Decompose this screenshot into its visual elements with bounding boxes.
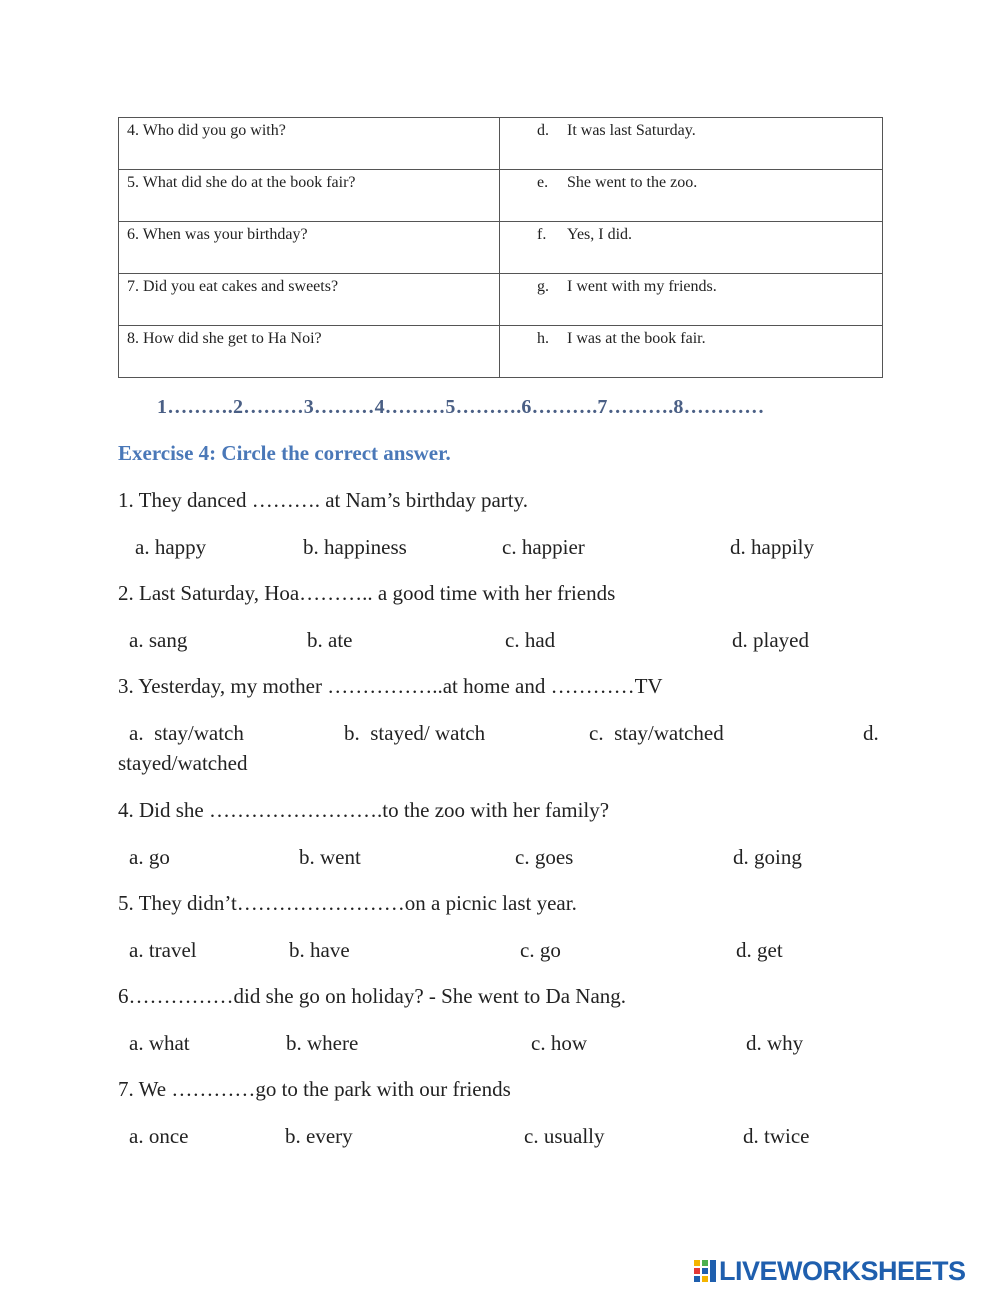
option-2b[interactable]: b. ate <box>307 628 353 652</box>
question-5: 5. They didn’t……………………on a picnic last year. <box>118 891 577 915</box>
option-6b[interactable]: b. where <box>286 1031 359 1055</box>
question-7: 7. We …………go to the park with our friends <box>118 1077 511 1101</box>
question-4: 4. Did she …………………….to the zoo with her family? <box>118 798 610 822</box>
option-4c[interactable]: c. goes <box>515 845 574 869</box>
answer-text: Yes, I did. <box>567 226 633 243</box>
option-5a[interactable]: a. travel <box>129 938 197 962</box>
matching-table <box>118 117 883 378</box>
option-1a[interactable]: a. happy <box>135 535 207 559</box>
question-3: 3. Yesterday, my mother ……………..at home and …………TV <box>118 674 663 698</box>
table-row <box>119 118 883 170</box>
answer-text: I went with my friends. <box>567 278 717 295</box>
option-1d[interactable]: d. happily <box>730 535 814 559</box>
table-row <box>119 274 883 326</box>
option-3c[interactable]: c. stay/watched <box>589 721 724 745</box>
question-cell: 4. Who did you go with? <box>119 118 500 170</box>
table-row <box>119 170 883 222</box>
option-6d[interactable]: d. why <box>746 1031 804 1055</box>
answer-cell <box>500 222 883 274</box>
question-6: 6……………did she go on holiday? - She went to Da Nang. <box>118 984 627 1008</box>
logo-text: LIVEWORKSHEETS <box>719 1255 966 1286</box>
answer-cell <box>500 326 883 378</box>
option-2d[interactable]: d. played <box>732 628 809 652</box>
option-7d[interactable]: d. twice <box>743 1124 810 1148</box>
liveworksheets-logo <box>693 1257 966 1285</box>
table-row <box>119 326 883 378</box>
option-2c[interactable]: c. had <box>505 628 556 652</box>
question-1: 1. They danced ………. at Nam’s birthday party. <box>118 488 528 512</box>
option-4d[interactable]: d. going <box>733 845 802 869</box>
option-3a[interactable]: a. stay/watch <box>129 721 244 745</box>
question-2: 2. Last Saturday, Hoa……….. a good time with her friends <box>118 581 616 605</box>
answer-letter: d. <box>537 122 549 139</box>
option-5b[interactable]: b. have <box>289 938 350 962</box>
option-4a[interactable]: a. go <box>129 845 170 869</box>
option-3b[interactable]: b. stayed/ watch <box>344 721 486 745</box>
answer-letter: g. <box>537 278 549 295</box>
answer-cell <box>500 170 883 222</box>
question-cell: 5. What did she do at the book fair? <box>119 170 500 222</box>
option-7b[interactable]: b. every <box>285 1124 353 1148</box>
answer-text: She went to the zoo. <box>567 174 698 191</box>
option-6c[interactable]: c. how <box>531 1031 587 1055</box>
answer-letter: f. <box>537 226 547 243</box>
answer-text: I was at the book fair. <box>567 330 706 347</box>
option-7a[interactable]: a. once <box>129 1124 189 1148</box>
matching-answer-blanks[interactable]: 1……….2………3………4………5……….6……….7……….8………… <box>157 396 765 418</box>
answer-cell <box>500 118 883 170</box>
option-3d-text[interactable]: stayed/watched <box>118 751 248 775</box>
question-cell: 8. How did she get to Ha Noi? <box>119 326 500 378</box>
answer-letter: e. <box>537 174 549 191</box>
answer-text: It was last Saturday. <box>567 122 696 139</box>
answer-cell <box>500 274 883 326</box>
option-1b[interactable]: b. happiness <box>303 535 407 559</box>
option-3d-letter[interactable]: d. <box>863 721 879 745</box>
option-7c[interactable]: c. usually <box>524 1124 605 1148</box>
question-cell: 7. Did you eat cakes and sweets? <box>119 274 500 326</box>
exercise-4-title: Exercise 4: Circle the correct answer. <box>118 441 451 465</box>
option-5c[interactable]: c. go <box>520 938 561 962</box>
answer-letter: h. <box>537 330 549 347</box>
option-4b[interactable]: b. went <box>299 845 361 869</box>
option-6a[interactable]: a. what <box>129 1031 190 1055</box>
question-cell: 6. When was your birthday? <box>119 222 500 274</box>
table-row <box>119 222 883 274</box>
option-1c[interactable]: c. happier <box>502 535 585 559</box>
option-2a[interactable]: a. sang <box>129 628 188 652</box>
option-5d[interactable]: d. get <box>736 938 783 962</box>
liveworksheets-logo-icon <box>693 1259 717 1283</box>
